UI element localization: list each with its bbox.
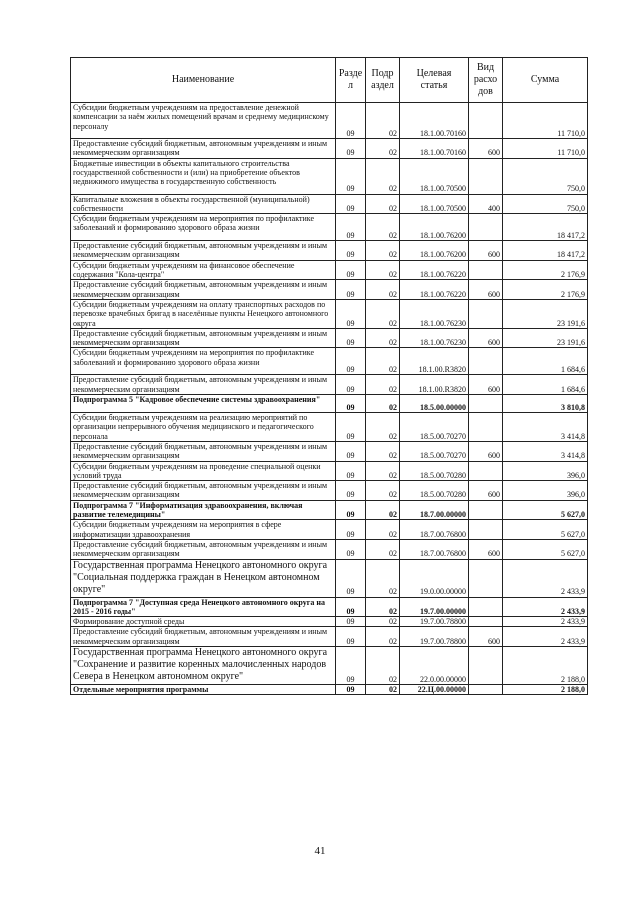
cell-name: Субсидии бюджетным учреждениям на проведение специальной оценки условий труда [71, 461, 336, 481]
cell-target: 18.5.00.70280 [400, 481, 469, 501]
cell-section: 09 [336, 348, 366, 375]
cell-subsection: 02 [366, 241, 400, 261]
cell-target: 18.1.00.76230 [400, 328, 469, 348]
cell-sum: 396,0 [503, 481, 588, 501]
cell-sum: 1 684,6 [503, 375, 588, 395]
header-subsection: Подр аздел [366, 58, 400, 103]
cell-sum: 2 433,9 [503, 617, 588, 627]
table-row [71, 539, 588, 559]
cell-subsection: 02 [366, 375, 400, 395]
cell-name: Предоставление субсидий бюджетным, автономным учреждениям и иным некоммерческим организациям [71, 481, 336, 501]
cell-section: 09 [336, 375, 366, 395]
cell-target: 18.1.00.R3820 [400, 348, 469, 375]
cell-subsection: 02 [366, 139, 400, 159]
cell-subsection: 02 [366, 481, 400, 501]
cell-subsection: 02 [366, 441, 400, 461]
cell-type [469, 500, 503, 520]
header-type: Вид расхо дов [469, 58, 503, 103]
table-row [71, 617, 588, 627]
table-row [71, 441, 588, 461]
cell-sum: 18 417,2 [503, 241, 588, 261]
cell-target: 18.1.00.76230 [400, 299, 469, 328]
cell-name: Субсидии бюджетным учреждениям на предоставление денежной компенсации за наём жилых помещений врачам и среднему медицинскому персоналу [71, 103, 336, 139]
cell-section: 09 [336, 559, 366, 597]
cell-target: 18.5.00.70270 [400, 441, 469, 461]
cell-section: 09 [336, 597, 366, 617]
cell-sum: 396,0 [503, 461, 588, 481]
cell-type [469, 520, 503, 540]
table-row [71, 194, 588, 214]
cell-section: 09 [336, 461, 366, 481]
cell-subsection: 02 [366, 348, 400, 375]
header-target: Целевая статья [400, 58, 469, 103]
cell-target: 18.1.00.70500 [400, 158, 469, 194]
cell-type [469, 348, 503, 375]
cell-sum: 2 433,9 [503, 597, 588, 617]
cell-section: 09 [336, 617, 366, 627]
cell-target: 19.7.00.00000 [400, 597, 469, 617]
cell-target: 18.1.00.70160 [400, 103, 469, 139]
table-row [71, 481, 588, 501]
cell-subsection: 02 [366, 395, 400, 413]
cell-section: 09 [336, 158, 366, 194]
cell-name: Субсидии бюджетным учреждениям на мероприятия по профилактике заболеваний и формированию здорового образа жизни [71, 214, 336, 241]
cell-sum: 23 191,6 [503, 299, 588, 328]
cell-section: 09 [336, 280, 366, 300]
cell-section: 09 [336, 139, 366, 159]
cell-sum: 3 414,8 [503, 413, 588, 442]
cell-name: Отдельные мероприятия программы [71, 684, 336, 694]
cell-sum: 5 627,0 [503, 539, 588, 559]
cell-name: Предоставление субсидий бюджетным, автономным учреждениям и иным некоммерческим организациям [71, 280, 336, 300]
cell-section: 09 [336, 299, 366, 328]
cell-subsection: 02 [366, 597, 400, 617]
cell-subsection: 02 [366, 520, 400, 540]
cell-sum: 750,0 [503, 194, 588, 214]
cell-target: 18.1.00.R3820 [400, 375, 469, 395]
cell-name: Бюджетные инвестиции в объекты капитального строительства государственной собственности и (или) на приобретение объектов недвижимого имущества в государственную собственность [71, 158, 336, 194]
table-row [71, 348, 588, 375]
cell-subsection: 02 [366, 214, 400, 241]
cell-sum: 2 188,0 [503, 684, 588, 694]
cell-sum: 23 191,6 [503, 328, 588, 348]
cell-sum: 2 188,0 [503, 646, 588, 684]
cell-section: 09 [336, 627, 366, 647]
cell-target: 22.0.00.00000 [400, 646, 469, 684]
cell-target: 18.7.00.00000 [400, 500, 469, 520]
cell-type [469, 299, 503, 328]
table-row [71, 520, 588, 540]
cell-sum: 1 684,6 [503, 348, 588, 375]
cell-name: Капитальные вложения в объекты государственной (муниципальной) собственности [71, 194, 336, 214]
cell-sum: 18 417,2 [503, 214, 588, 241]
table-row [71, 597, 588, 617]
cell-name: Подпрограмма 7 "Информатизация здравоохранения, включая развитие телемедицины" [71, 500, 336, 520]
cell-subsection: 02 [366, 158, 400, 194]
cell-section: 09 [336, 684, 366, 694]
cell-name: Предоставление субсидий бюджетным, автономным учреждениям и иным некоммерческим организациям [71, 441, 336, 461]
table-row [71, 627, 588, 647]
cell-section: 09 [336, 194, 366, 214]
cell-name: Подпрограмма 5 "Кадровое обеспечение системы здравоохранения" [71, 395, 336, 413]
budget-table [70, 57, 588, 695]
table-row [71, 241, 588, 261]
cell-target: 19.7.00.78800 [400, 617, 469, 627]
cell-type [469, 103, 503, 139]
table-row [71, 559, 588, 597]
cell-name: Субсидии бюджетным учреждениям на мероприятия в сфере информатизации здравоохранения [71, 520, 336, 540]
cell-type: 400 [469, 194, 503, 214]
cell-target: 18.1.00.70500 [400, 194, 469, 214]
cell-sum: 750,0 [503, 158, 588, 194]
cell-section: 09 [336, 500, 366, 520]
page-number: 41 [314, 845, 326, 857]
cell-type [469, 646, 503, 684]
cell-type [469, 158, 503, 194]
cell-section: 09 [336, 395, 366, 413]
cell-subsection: 02 [366, 461, 400, 481]
cell-name: Формирование доступной среды [71, 617, 336, 627]
cell-subsection: 02 [366, 646, 400, 684]
header-name: Наименование [71, 58, 336, 103]
cell-subsection: 02 [366, 617, 400, 627]
cell-name: Субсидии бюджетным учреждениям на мероприятия по профилактике заболеваний и формированию здорового образа жизни [71, 348, 336, 375]
cell-name: Государственная программа Ненецкого автономного округа "Социальная поддержка граждан в Ненецком автономном округе" [71, 559, 336, 597]
cell-subsection: 02 [366, 299, 400, 328]
cell-type: 600 [469, 241, 503, 261]
cell-subsection: 02 [366, 684, 400, 694]
cell-subsection: 02 [366, 413, 400, 442]
cell-target: 18.7.00.76800 [400, 539, 469, 559]
table-row [71, 280, 588, 300]
cell-target: 18.1.00.76200 [400, 241, 469, 261]
cell-sum: 2 433,9 [503, 627, 588, 647]
cell-subsection: 02 [366, 194, 400, 214]
cell-type: 600 [469, 139, 503, 159]
cell-section: 09 [336, 413, 366, 442]
cell-name: Предоставление субсидий бюджетным, автономным учреждениям и иным некоммерческим организациям [71, 328, 336, 348]
cell-section: 09 [336, 441, 366, 461]
cell-section: 09 [336, 328, 366, 348]
cell-sum: 2 176,9 [503, 280, 588, 300]
cell-name: Субсидии бюджетным учреждениям на оплату транспортных расходов по перевозке врачебных бригад в населённые пункты Ненецкого автономного округа [71, 299, 336, 328]
table-row [71, 139, 588, 159]
cell-sum: 2 176,9 [503, 260, 588, 280]
table-row [71, 103, 588, 139]
cell-target: 18.1.00.76220 [400, 260, 469, 280]
cell-sum: 3 810,8 [503, 395, 588, 413]
cell-type: 600 [469, 375, 503, 395]
table-row [71, 299, 588, 328]
cell-type [469, 413, 503, 442]
cell-type [469, 214, 503, 241]
header-row [71, 58, 588, 103]
cell-type: 600 [469, 328, 503, 348]
cell-target: 18.5.00.00000 [400, 395, 469, 413]
cell-type [469, 461, 503, 481]
cell-subsection: 02 [366, 260, 400, 280]
cell-type [469, 597, 503, 617]
table-row [71, 500, 588, 520]
cell-target: 18.7.00.76800 [400, 520, 469, 540]
cell-name: Предоставление субсидий бюджетным, автономным учреждениям и иным некоммерческим организациям [71, 539, 336, 559]
cell-target: 18.5.00.70270 [400, 413, 469, 442]
table-row [71, 375, 588, 395]
cell-sum: 11 710,0 [503, 139, 588, 159]
table-row [71, 395, 588, 413]
cell-type [469, 617, 503, 627]
table-row [71, 684, 588, 694]
cell-type [469, 559, 503, 597]
cell-subsection: 02 [366, 539, 400, 559]
header-sum: Сумма [503, 58, 588, 103]
cell-section: 09 [336, 103, 366, 139]
cell-name: Субсидии бюджетным учреждениям на реализацию мероприятий по организации непрерывного обучения медицинского и педагогического персонала [71, 413, 336, 442]
table-row [71, 461, 588, 481]
table-row [71, 646, 588, 684]
cell-name: Государственная программа Ненецкого автономного округа "Сохранение и развитие коренных малочисленных народов Севера в Ненецком автономном округе" [71, 646, 336, 684]
cell-type: 600 [469, 280, 503, 300]
cell-target: 19.0.00.00000 [400, 559, 469, 597]
table-row [71, 158, 588, 194]
cell-target: 18.1.00.70160 [400, 139, 469, 159]
cell-name: Подпрограмма 7 "Доступная среда Ненецкого автономного округа на 2015 - 2016 годы" [71, 597, 336, 617]
cell-section: 09 [336, 481, 366, 501]
cell-sum: 2 433,9 [503, 559, 588, 597]
cell-target: 18.1.00.76200 [400, 214, 469, 241]
cell-type [469, 260, 503, 280]
table-row [71, 328, 588, 348]
cell-type: 600 [469, 627, 503, 647]
cell-target: 19.7.00.78800 [400, 627, 469, 647]
cell-name: Субсидии бюджетным учреждениям на финансовое обеспечение содержания "Кола-центра" [71, 260, 336, 280]
cell-subsection: 02 [366, 559, 400, 597]
cell-subsection: 02 [366, 500, 400, 520]
cell-name: Предоставление субсидий бюджетным, автономным учреждениям и иным некоммерческим организациям [71, 375, 336, 395]
table-row [71, 260, 588, 280]
cell-section: 09 [336, 520, 366, 540]
cell-type: 600 [469, 481, 503, 501]
cell-type: 600 [469, 539, 503, 559]
cell-subsection: 02 [366, 280, 400, 300]
cell-sum: 5 627,0 [503, 520, 588, 540]
cell-section: 09 [336, 214, 366, 241]
cell-sum: 11 710,0 [503, 103, 588, 139]
cell-type [469, 684, 503, 694]
cell-section: 09 [336, 539, 366, 559]
cell-target: 18.5.00.70280 [400, 461, 469, 481]
cell-sum: 5 627,0 [503, 500, 588, 520]
table-row [71, 413, 588, 442]
cell-subsection: 02 [366, 103, 400, 139]
cell-type: 600 [469, 441, 503, 461]
header-section: Разде л [336, 58, 366, 103]
cell-target: 18.1.00.76220 [400, 280, 469, 300]
cell-sum: 3 414,8 [503, 441, 588, 461]
cell-subsection: 02 [366, 627, 400, 647]
cell-type [469, 395, 503, 413]
cell-subsection: 02 [366, 328, 400, 348]
cell-name: Предоставление субсидий бюджетным, автономным учреждениям и иным некоммерческим организациям [71, 241, 336, 261]
cell-name: Предоставление субсидий бюджетным, автономным учреждениям и иным некоммерческим организациям [71, 627, 336, 647]
cell-name: Предоставление субсидий бюджетным, автономным учреждениям и иным некоммерческим организациям [71, 139, 336, 159]
table-row [71, 214, 588, 241]
cell-section: 09 [336, 646, 366, 684]
cell-section: 09 [336, 241, 366, 261]
cell-section: 09 [336, 260, 366, 280]
cell-target: 22.Ц.00.00000 [400, 684, 469, 694]
